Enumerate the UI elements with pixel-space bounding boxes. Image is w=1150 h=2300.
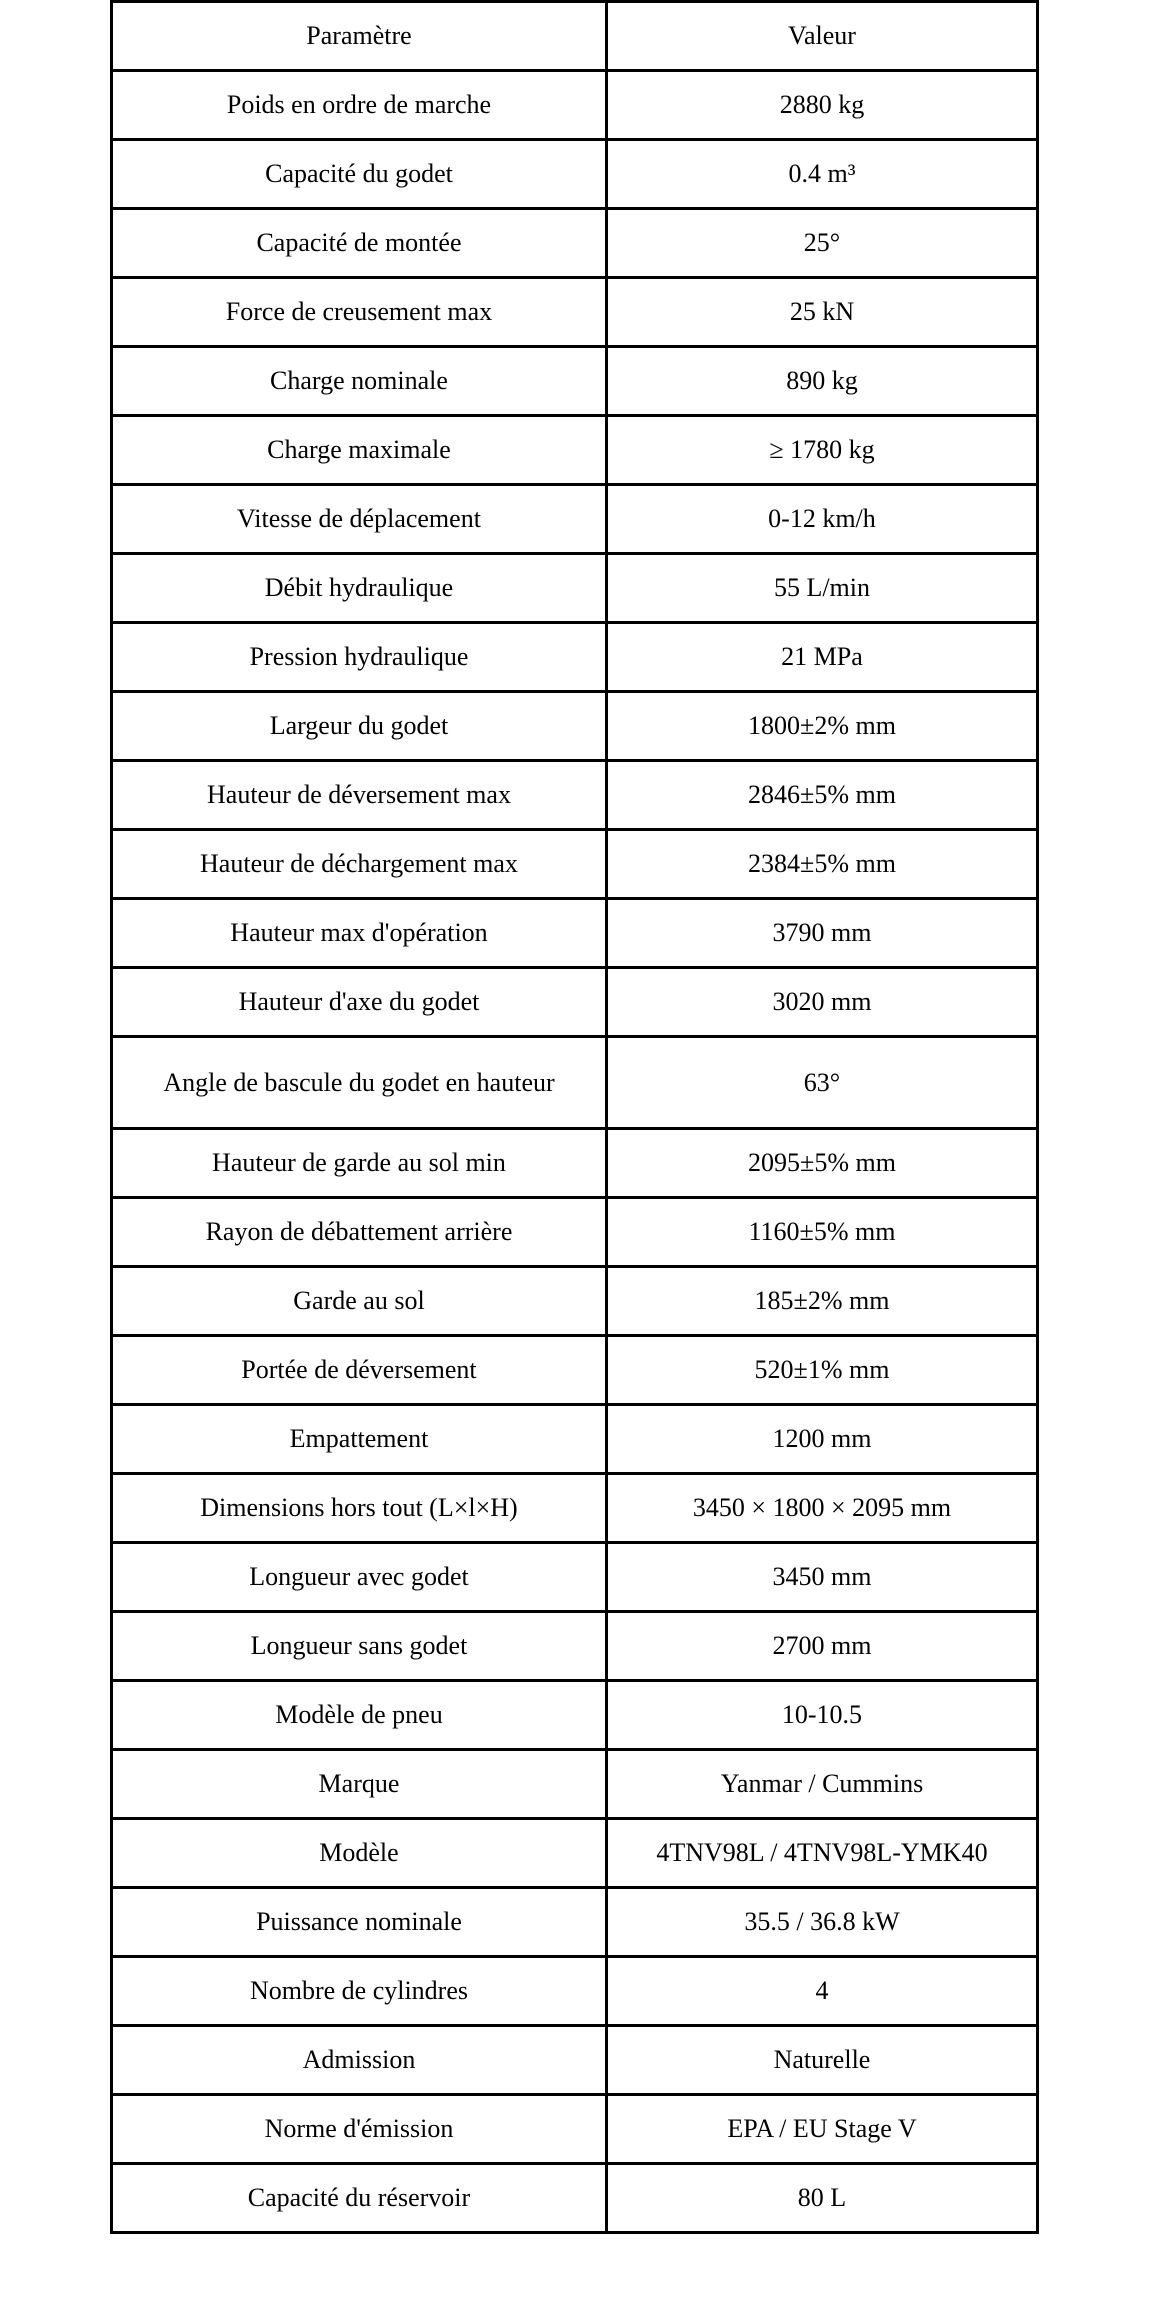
param-cell: Portée de déversement bbox=[112, 1336, 607, 1405]
value-cell: 2095±5% mm bbox=[606, 1129, 1037, 1198]
table-row bbox=[112, 2164, 1038, 2233]
table-row bbox=[112, 899, 1038, 968]
param-cell: Nombre de cylindres bbox=[112, 1957, 607, 2026]
param-cell: Vitesse de déplacement bbox=[112, 485, 607, 554]
value-cell: 4TNV98L / 4TNV98L-YMK40 bbox=[606, 1819, 1037, 1888]
param-cell: Puissance nominale bbox=[112, 1888, 607, 1957]
value-cell: 3450 × 1800 × 2095 mm bbox=[606, 1474, 1037, 1543]
table-row bbox=[112, 71, 1038, 140]
value-cell: 80 L bbox=[606, 2164, 1037, 2233]
table-row bbox=[112, 623, 1038, 692]
param-cell: Modèle de pneu bbox=[112, 1681, 607, 1750]
value-cell: 2384±5% mm bbox=[606, 830, 1037, 899]
param-cell: Capacité du réservoir bbox=[112, 2164, 607, 2233]
value-cell: EPA / EU Stage V bbox=[606, 2095, 1037, 2164]
header-value: Valeur bbox=[606, 2, 1037, 71]
spec-table bbox=[110, 0, 1039, 2234]
param-cell: Débit hydraulique bbox=[112, 554, 607, 623]
value-cell: Naturelle bbox=[606, 2026, 1037, 2095]
table-row bbox=[112, 1888, 1038, 1957]
table-row bbox=[112, 1543, 1038, 1612]
value-cell: ≥ 1780 kg bbox=[606, 416, 1037, 485]
value-cell: 185±2% mm bbox=[606, 1267, 1037, 1336]
value-cell: 2700 mm bbox=[606, 1612, 1037, 1681]
table-row bbox=[112, 1037, 1038, 1129]
table-header-row bbox=[112, 2, 1038, 71]
param-cell: Rayon de débattement arrière bbox=[112, 1198, 607, 1267]
param-cell: Admission bbox=[112, 2026, 607, 2095]
value-cell: 2846±5% mm bbox=[606, 761, 1037, 830]
param-cell: Marque bbox=[112, 1750, 607, 1819]
value-cell: 890 kg bbox=[606, 347, 1037, 416]
table-row bbox=[112, 347, 1038, 416]
param-cell: Longueur sans godet bbox=[112, 1612, 607, 1681]
value-cell: 10-10.5 bbox=[606, 1681, 1037, 1750]
value-cell: 0-12 km/h bbox=[606, 485, 1037, 554]
table-row bbox=[112, 1267, 1038, 1336]
value-cell: 3450 mm bbox=[606, 1543, 1037, 1612]
param-cell: Force de creusement max bbox=[112, 278, 607, 347]
table-row bbox=[112, 1336, 1038, 1405]
value-cell: 2880 kg bbox=[606, 71, 1037, 140]
table-row bbox=[112, 554, 1038, 623]
header-param: Paramètre bbox=[112, 2, 607, 71]
value-cell: 1800±2% mm bbox=[606, 692, 1037, 761]
table-row bbox=[112, 2095, 1038, 2164]
param-cell: Longueur avec godet bbox=[112, 1543, 607, 1612]
table-row bbox=[112, 209, 1038, 278]
value-cell: 25 kN bbox=[606, 278, 1037, 347]
value-cell: 21 MPa bbox=[606, 623, 1037, 692]
table-row bbox=[112, 830, 1038, 899]
param-cell: Empattement bbox=[112, 1405, 607, 1474]
value-cell: 0.4 m³ bbox=[606, 140, 1037, 209]
param-cell: Poids en ordre de marche bbox=[112, 71, 607, 140]
table-row bbox=[112, 1474, 1038, 1543]
table-row bbox=[112, 1957, 1038, 2026]
param-cell: Norme d'émission bbox=[112, 2095, 607, 2164]
table-row bbox=[112, 1198, 1038, 1267]
table-row bbox=[112, 1819, 1038, 1888]
param-cell: Charge maximale bbox=[112, 416, 607, 485]
param-cell: Hauteur de déchargement max bbox=[112, 830, 607, 899]
param-cell: Charge nominale bbox=[112, 347, 607, 416]
table-row bbox=[112, 140, 1038, 209]
param-cell: Largeur du godet bbox=[112, 692, 607, 761]
param-cell: Garde au sol bbox=[112, 1267, 607, 1336]
param-cell: Hauteur d'axe du godet bbox=[112, 968, 607, 1037]
value-cell: 1200 mm bbox=[606, 1405, 1037, 1474]
value-cell: 35.5 / 36.8 kW bbox=[606, 1888, 1037, 1957]
table-row bbox=[112, 1750, 1038, 1819]
param-cell: Hauteur de garde au sol min bbox=[112, 1129, 607, 1198]
value-cell: 3790 mm bbox=[606, 899, 1037, 968]
value-cell: 25° bbox=[606, 209, 1037, 278]
table-row bbox=[112, 968, 1038, 1037]
table-row bbox=[112, 1681, 1038, 1750]
table-row bbox=[112, 1405, 1038, 1474]
table-row bbox=[112, 278, 1038, 347]
table-row bbox=[112, 416, 1038, 485]
value-cell: Yanmar / Cummins bbox=[606, 1750, 1037, 1819]
param-cell: Capacité du godet bbox=[112, 140, 607, 209]
param-cell: Hauteur de déversement max bbox=[112, 761, 607, 830]
value-cell: 1160±5% mm bbox=[606, 1198, 1037, 1267]
param-cell: Hauteur max d'opération bbox=[112, 899, 607, 968]
table-row bbox=[112, 485, 1038, 554]
param-cell: Angle de bascule du godet en hauteur bbox=[112, 1037, 607, 1129]
value-cell: 63° bbox=[606, 1037, 1037, 1129]
param-cell: Dimensions hors tout (L×l×H) bbox=[112, 1474, 607, 1543]
value-cell: 520±1% mm bbox=[606, 1336, 1037, 1405]
table-row bbox=[112, 2026, 1038, 2095]
table-row bbox=[112, 1612, 1038, 1681]
table-row bbox=[112, 761, 1038, 830]
value-cell: 55 L/min bbox=[606, 554, 1037, 623]
value-cell: 4 bbox=[606, 1957, 1037, 2026]
param-cell: Pression hydraulique bbox=[112, 623, 607, 692]
table-row bbox=[112, 692, 1038, 761]
param-cell: Modèle bbox=[112, 1819, 607, 1888]
param-cell: Capacité de montée bbox=[112, 209, 607, 278]
value-cell: 3020 mm bbox=[606, 968, 1037, 1037]
table-row bbox=[112, 1129, 1038, 1198]
